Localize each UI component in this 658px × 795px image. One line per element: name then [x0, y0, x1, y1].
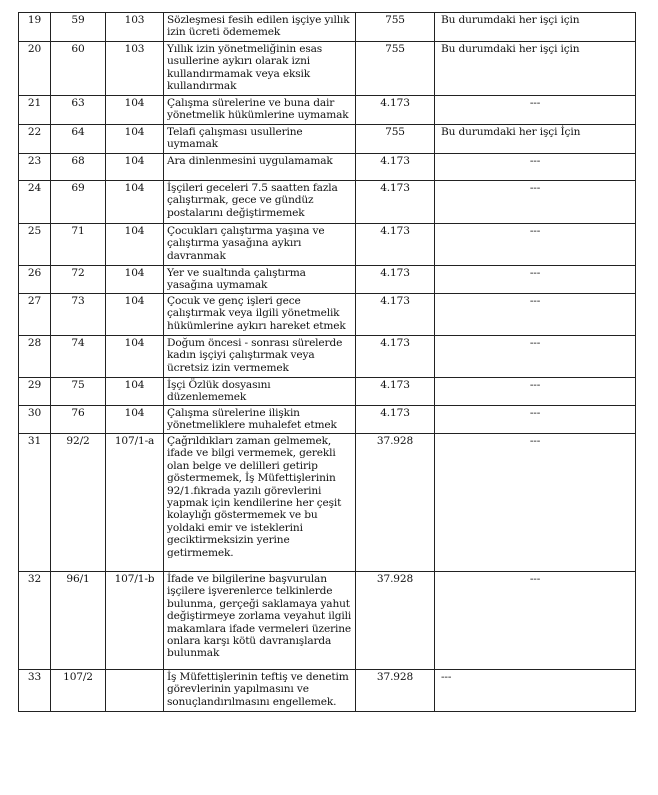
note-cell: Bu durumdaki her işçi İçin [435, 125, 636, 154]
amount-cell: 4.173 [356, 96, 435, 125]
subject-cell: Sözleşmesi fesih edilen işçiye yıllık izin ücreti ödememek [164, 13, 356, 42]
penalty-article-cell: 104 [106, 181, 164, 224]
table-row [19, 572, 636, 670]
penalty-article-cell: 104 [106, 224, 164, 266]
article-cell: 96/1 [51, 572, 106, 670]
row-number-cell: 22 [19, 125, 51, 154]
subject-cell: Telafi çalışması usullerine uymamak [164, 125, 356, 154]
amount-cell: 4.173 [356, 406, 435, 434]
table-row [19, 266, 636, 294]
row-number-cell: 26 [19, 266, 51, 294]
penalty-table-body [19, 13, 636, 712]
table-row [19, 670, 636, 712]
article-cell: 71 [51, 224, 106, 266]
note-cell: --- [435, 336, 636, 378]
table-row [19, 42, 636, 96]
table-row [19, 181, 636, 224]
row-number-cell: 31 [19, 434, 51, 572]
table-row [19, 294, 636, 336]
article-cell: 63 [51, 96, 106, 125]
amount-cell: 4.173 [356, 378, 435, 406]
subject-cell: Çalışma sürelerine ve buna dair yönetmelik hükümlerine uymamak [164, 96, 356, 125]
amount-cell: 4.173 [356, 294, 435, 336]
note-cell: --- [435, 224, 636, 266]
row-number-cell: 24 [19, 181, 51, 224]
amount-cell: 755 [356, 42, 435, 96]
row-number-cell: 30 [19, 406, 51, 434]
row-number-cell: 29 [19, 378, 51, 406]
penalty-article-cell: 103 [106, 13, 164, 42]
subject-cell: İfade ve bilgilerine başvurulan işçilere işverenlerce telkinlerde bulunma, gerçeği saklamaya yahut değiştirmeye zorlama veyahut ilgili makamlara ifade vermeleri üzerine onlara karşı kötü davranışlarda bulunmak [164, 572, 356, 670]
note-cell: --- [435, 181, 636, 224]
article-cell: 76 [51, 406, 106, 434]
note-cell: --- [435, 434, 636, 572]
table-row [19, 154, 636, 181]
penalty-article-cell: 104 [106, 154, 164, 181]
row-number-cell: 32 [19, 572, 51, 670]
subject-cell: Çocukları çalıştırma yaşına ve çalıştırma yasağına aykırı davranmak [164, 224, 356, 266]
penalty-article-cell: 104 [106, 406, 164, 434]
subject-cell: Çocuk ve genç işleri gece çalıştırmak veya ilgili yönetmelik hükümlerine aykırı hareket etmek [164, 294, 356, 336]
note-cell: --- [435, 572, 636, 670]
amount-cell: 4.173 [356, 154, 435, 181]
amount-cell: 4.173 [356, 181, 435, 224]
article-cell: 64 [51, 125, 106, 154]
amount-cell: 755 [356, 13, 435, 42]
table-row [19, 96, 636, 125]
amount-cell: 37.928 [356, 434, 435, 572]
table-row [19, 434, 636, 572]
note-cell: --- [435, 378, 636, 406]
row-number-cell: 20 [19, 42, 51, 96]
subject-cell: İşçileri geceleri 7.5 saatten fazla çalıştırmak, gece ve gündüz postalarını değiştirmemek [164, 181, 356, 224]
article-cell: 69 [51, 181, 106, 224]
penalty-article-cell: 107/1-b [106, 572, 164, 670]
penalty-table [18, 12, 636, 712]
table-row [19, 336, 636, 378]
penalty-article-cell: 104 [106, 294, 164, 336]
subject-cell: Ara dinlenmesini uygulamamak [164, 154, 356, 181]
penalty-article-cell: 103 [106, 42, 164, 96]
note-cell: --- [435, 266, 636, 294]
penalty-article-cell: 104 [106, 378, 164, 406]
penalty-article-cell: 104 [106, 336, 164, 378]
amount-cell: 4.173 [356, 336, 435, 378]
article-cell: 73 [51, 294, 106, 336]
penalty-article-cell: 104 [106, 125, 164, 154]
subject-cell: Doğum öncesi - sonrası sürelerde kadın işçiyi çalıştırmak veya ücretsiz izin vermemek [164, 336, 356, 378]
subject-cell: İşçi Özlük dosyasını düzenlememek [164, 378, 356, 406]
row-number-cell: 25 [19, 224, 51, 266]
note-cell: --- [435, 670, 636, 712]
table-row [19, 378, 636, 406]
amount-cell: 37.928 [356, 670, 435, 712]
penalty-article-cell: 104 [106, 96, 164, 125]
penalty-article-cell: 107/1-a [106, 434, 164, 572]
row-number-cell: 33 [19, 670, 51, 712]
row-number-cell: 28 [19, 336, 51, 378]
row-number-cell: 21 [19, 96, 51, 125]
article-cell: 74 [51, 336, 106, 378]
table-row [19, 406, 636, 434]
subject-cell: Çağrıldıkları zaman gelmemek, ifade ve bilgi vermemek, gerekli olan belge ve delilleri getirip göstermemek, İş Müfettişlerinin 92/1.fıkrada yazılı görevlerini yapmak için kendilerine her çeşit kolaylığı göstermemek ve bu yoldaki emir ve isteklerini geciktirmeksizin yerine getirmemek. [164, 434, 356, 572]
penalty-article-cell: 104 [106, 266, 164, 294]
article-cell: 68 [51, 154, 106, 181]
table-row [19, 224, 636, 266]
row-number-cell: 19 [19, 13, 51, 42]
table-row [19, 125, 636, 154]
article-cell: 107/2 [51, 670, 106, 712]
note-cell: Bu durumdaki her işçi için [435, 42, 636, 96]
subject-cell: Çalışma sürelerine ilişkin yönetmeliklere muhalefet etmek [164, 406, 356, 434]
subject-cell: Yer ve sualtında çalıştırma yasağına uymamak [164, 266, 356, 294]
note-cell: --- [435, 294, 636, 336]
penalty-article-cell [106, 670, 164, 712]
article-cell: 72 [51, 266, 106, 294]
note-cell: --- [435, 406, 636, 434]
amount-cell: 755 [356, 125, 435, 154]
article-cell: 75 [51, 378, 106, 406]
subject-cell: Yıllık izin yönetmeliğinin esas usullerine aykırı olarak izni kullandırmamak veya eksik kullandırmak [164, 42, 356, 96]
amount-cell: 4.173 [356, 224, 435, 266]
note-cell: Bu durumdaki her işçi için [435, 13, 636, 42]
article-cell: 59 [51, 13, 106, 42]
amount-cell: 37.928 [356, 572, 435, 670]
article-cell: 92/2 [51, 434, 106, 572]
row-number-cell: 27 [19, 294, 51, 336]
note-cell: --- [435, 154, 636, 181]
table-row [19, 13, 636, 42]
subject-cell: İş Müfettişlerinin teftiş ve denetim görevlerinin yapılmasını ve sonuçlandırılmasını engellemek. [164, 670, 356, 712]
note-cell: --- [435, 96, 636, 125]
amount-cell: 4.173 [356, 266, 435, 294]
row-number-cell: 23 [19, 154, 51, 181]
article-cell: 60 [51, 42, 106, 96]
